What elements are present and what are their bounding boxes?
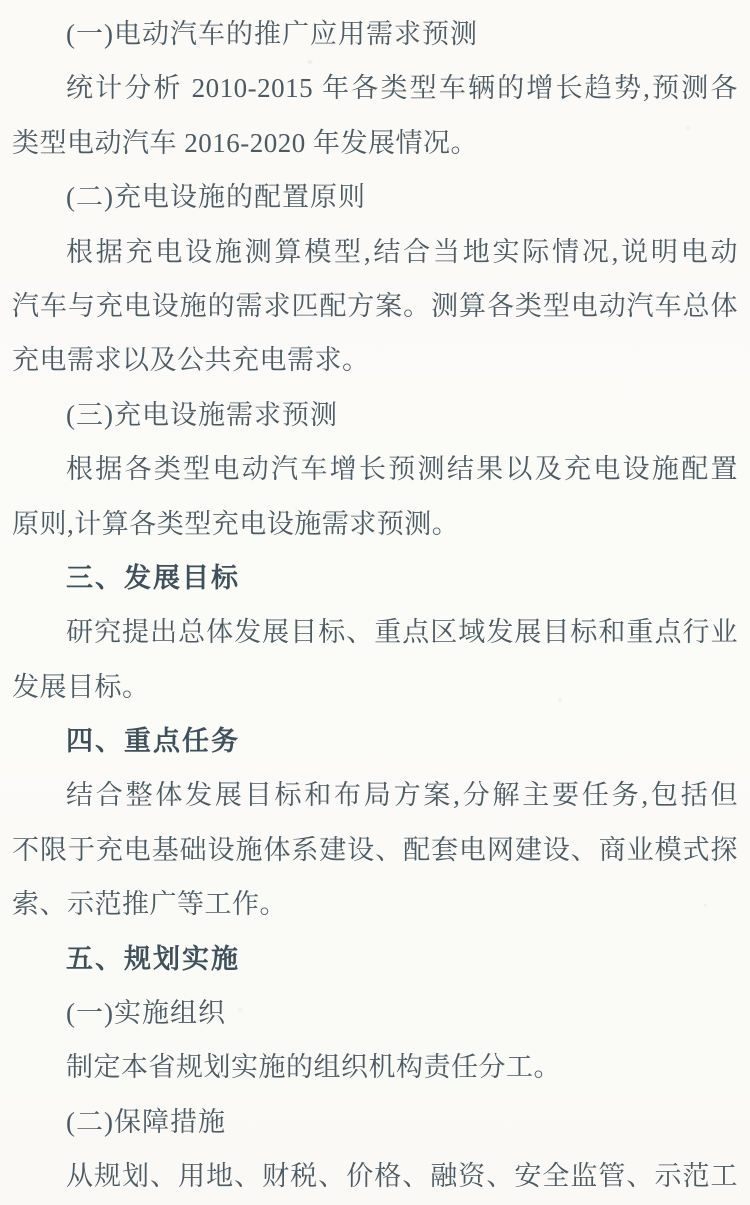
- subsection-heading: (二)充电设施的配置原则: [66, 182, 366, 213]
- section-heading: 四、重点任务: [66, 726, 240, 757]
- body-line: 从规划、用地、财税、价格、融资、安全监管、示范工: [66, 1161, 738, 1192]
- section-heading: 五、规划实施: [66, 943, 240, 974]
- body-line: 汽车与充电设施的需求匹配方案。测算各类型电动汽车总体: [12, 290, 738, 321]
- body-line: 原则,计算各类型充电设施需求预测。: [12, 508, 460, 539]
- body-line: 索、示范推广等工作。: [12, 889, 287, 920]
- body-line: 制定本省规划实施的组织机构责任分工。: [66, 1052, 561, 1083]
- subsection-heading: (三)充电设施需求预测: [66, 399, 338, 430]
- subsection-heading: (一)电动汽车的推广应用需求预测: [66, 19, 478, 49]
- body-line: 结合整体发展目标和布局方案,分解主要任务,包括但: [66, 780, 738, 811]
- subsection-heading: (二)保障措施: [66, 1106, 226, 1137]
- body-line: 发展目标。: [12, 671, 150, 702]
- body-line: 类型电动汽车 2016-2020 年发展情况。: [12, 127, 478, 158]
- subsection-heading: (一)实施组织: [66, 998, 226, 1029]
- body-line: 根据各类型电动汽车增长预测结果以及充电设施配置: [66, 454, 738, 485]
- body-line: 充电需求以及公共充电需求。: [12, 345, 370, 376]
- body-line: 研究提出总体发展目标、重点区域发展目标和重点行业: [66, 617, 738, 648]
- body-line: 根据充电设施测算模型,结合当地实际情况,说明电动: [66, 236, 738, 267]
- body-line: 不限于充电基础设施体系建设、配套电网建设、商业模式探: [12, 834, 738, 865]
- body-line: 统计分析 2010-2015 年各类型车辆的增长趋势,预测各: [66, 73, 738, 104]
- section-heading: 三、发展目标: [66, 562, 240, 593]
